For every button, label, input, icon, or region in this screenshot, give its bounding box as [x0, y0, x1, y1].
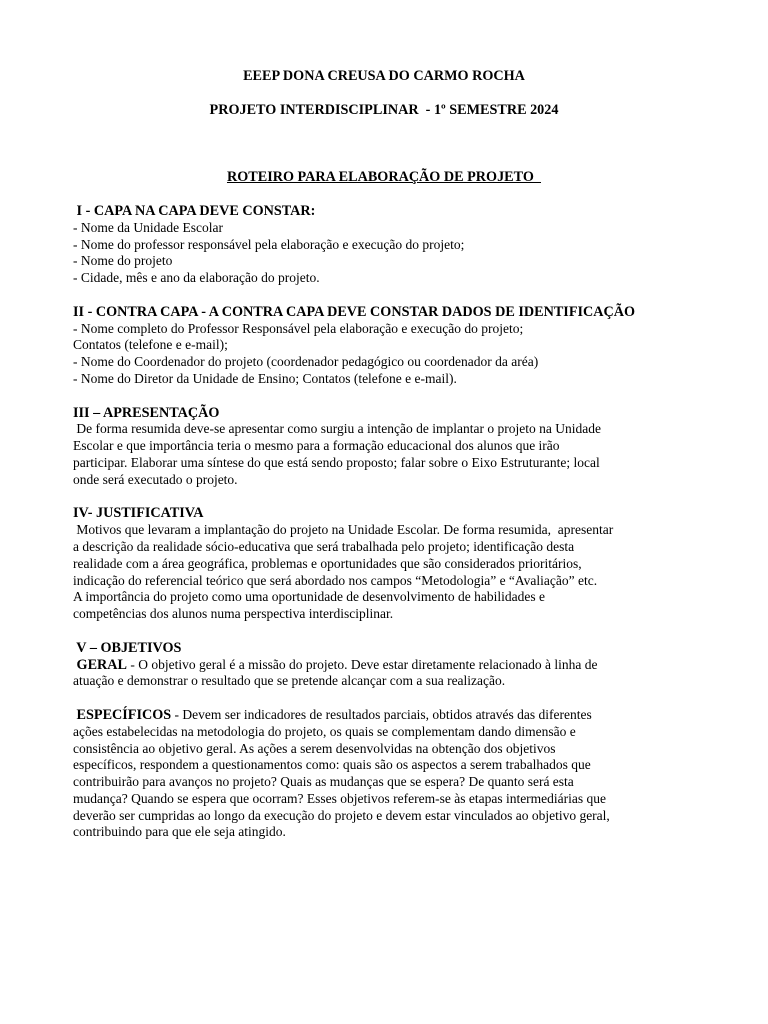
geral-text: - O objetivo geral é a missão do projeto. Deve estar diretamente relacionado à linha de — [127, 656, 598, 672]
paragraph-line: atuação e demonstrar o resultado que se pretende alcançar com a sua realização. — [73, 673, 506, 689]
paragraph-line: deverão ser cumpridas ao longo da execução do projeto e devem estar vinculados ao objetivo geral, — [73, 807, 610, 823]
list-item: Contatos (telefone e e-mail); — [73, 337, 228, 353]
paragraph-line: consistência ao objetivo geral. As ações a serem desenvolvidas na obtenção dos objetivos — [73, 740, 556, 756]
paragraph-line — [73, 707, 705, 724]
paragraph-line: participar. Elaborar uma síntese do que está sendo proposto; falar sobre o Eixo Estruturante; local — [73, 454, 600, 470]
paragraph-line: contribuindo para que ele seja atingido. — [73, 824, 286, 840]
list-item: - Nome do Diretor da Unidade de Ensino; Contatos (telefone e e-mail). — [73, 370, 457, 386]
school-name: EEEP DONA CREUSA DO CARMO ROCHA — [243, 68, 525, 84]
especificos-text: - Devem ser indicadores de resultados parciais, obtidos através das diferentes — [171, 706, 592, 722]
section-heading-justificativa: IV- JUSTIFICATIVA — [73, 505, 204, 522]
paragraph-line: onde será executado o projeto. — [73, 471, 238, 487]
paragraph-line: realidade com a área geográfica, problemas e oportunidades que são considerados prioritários, — [73, 555, 582, 571]
list-item: - Nome do projeto — [73, 253, 173, 269]
paragraph-line: contribuirão para avanços no projeto? Quais as mudanças que se espera? De quanto será esta — [73, 774, 574, 790]
section-heading-apresentacao: III – APRESENTAÇÃO — [73, 404, 220, 421]
paragraph-line: Motivos que levaram a implantação do projeto na Unidade Escolar. De forma resumida, apresentar — [73, 522, 614, 538]
paragraph-line: específicos, respondem a questionamentos como: quais são os aspectos a serem trabalhados que — [73, 757, 591, 773]
paragraph-line: De forma resumida deve-se apresentar como surgiu a intenção de implantar o projeto na Unidade — [73, 421, 601, 437]
paragraph-line: Escolar e que importância teria o mesmo para a formação educacional dos alunos que irão — [73, 438, 560, 454]
project-title: PROJETO INTERDISCIPLINAR - 1º SEMESTRE 2024 — [209, 102, 559, 118]
list-item: - Nome completo do Professor Responsável pela elaboração e execução do projeto; — [73, 320, 524, 336]
paragraph-line: a descrição da realidade sócio-educativa que será trabalhada pelo projeto; identificação desta — [73, 538, 575, 554]
section-heading-contra-capa: II - CONTRA CAPA - A CONTRA CAPA DEVE CONSTAR DADOS DE IDENTIFICAÇÃO — [73, 303, 636, 320]
paragraph-line: indicação do referencial teórico que será abordado nos campos “Metodologia” e “Avaliação” etc. — [73, 572, 598, 588]
section-heading-objetivos: V – OBJETIVOS — [73, 639, 182, 656]
list-item: - Cidade, mês e ano da elaboração do projeto. — [73, 270, 320, 286]
paragraph-line: ações estabelecidas na metodologia do projeto, os quais se complementam dando dimensão e — [73, 723, 576, 739]
especificos-label: ESPECÍFICOS — [73, 706, 172, 723]
list-item: - Nome do professor responsável pela elaboração e execução do projeto; — [73, 236, 465, 252]
paragraph-line: competências dos alunos numa perspectiva interdisciplinar. — [73, 606, 394, 622]
geral-label: GERAL — [73, 656, 127, 673]
list-item: - Nome do Coordenador do projeto (coordenador pedagógico ou coordenador da aréa) — [73, 354, 539, 370]
paragraph-line: mudança? Quando se espera que ocorram? Esses objetivos referem-se às etapas intermediárias que — [73, 790, 607, 806]
guide-title: ROTEIRO PARA ELABORAÇÃO DE PROJETO — [226, 169, 541, 185]
paragraph-line: A importância do projeto como uma oportunidade de desenvolvimento de habilidades e — [73, 589, 545, 605]
paragraph-line — [73, 657, 705, 674]
document-body — [73, 203, 705, 841]
section-heading-capa: I - CAPA NA CAPA DEVE CONSTAR: — [73, 203, 316, 219]
list-item: - Nome da Unidade Escolar — [73, 219, 223, 235]
